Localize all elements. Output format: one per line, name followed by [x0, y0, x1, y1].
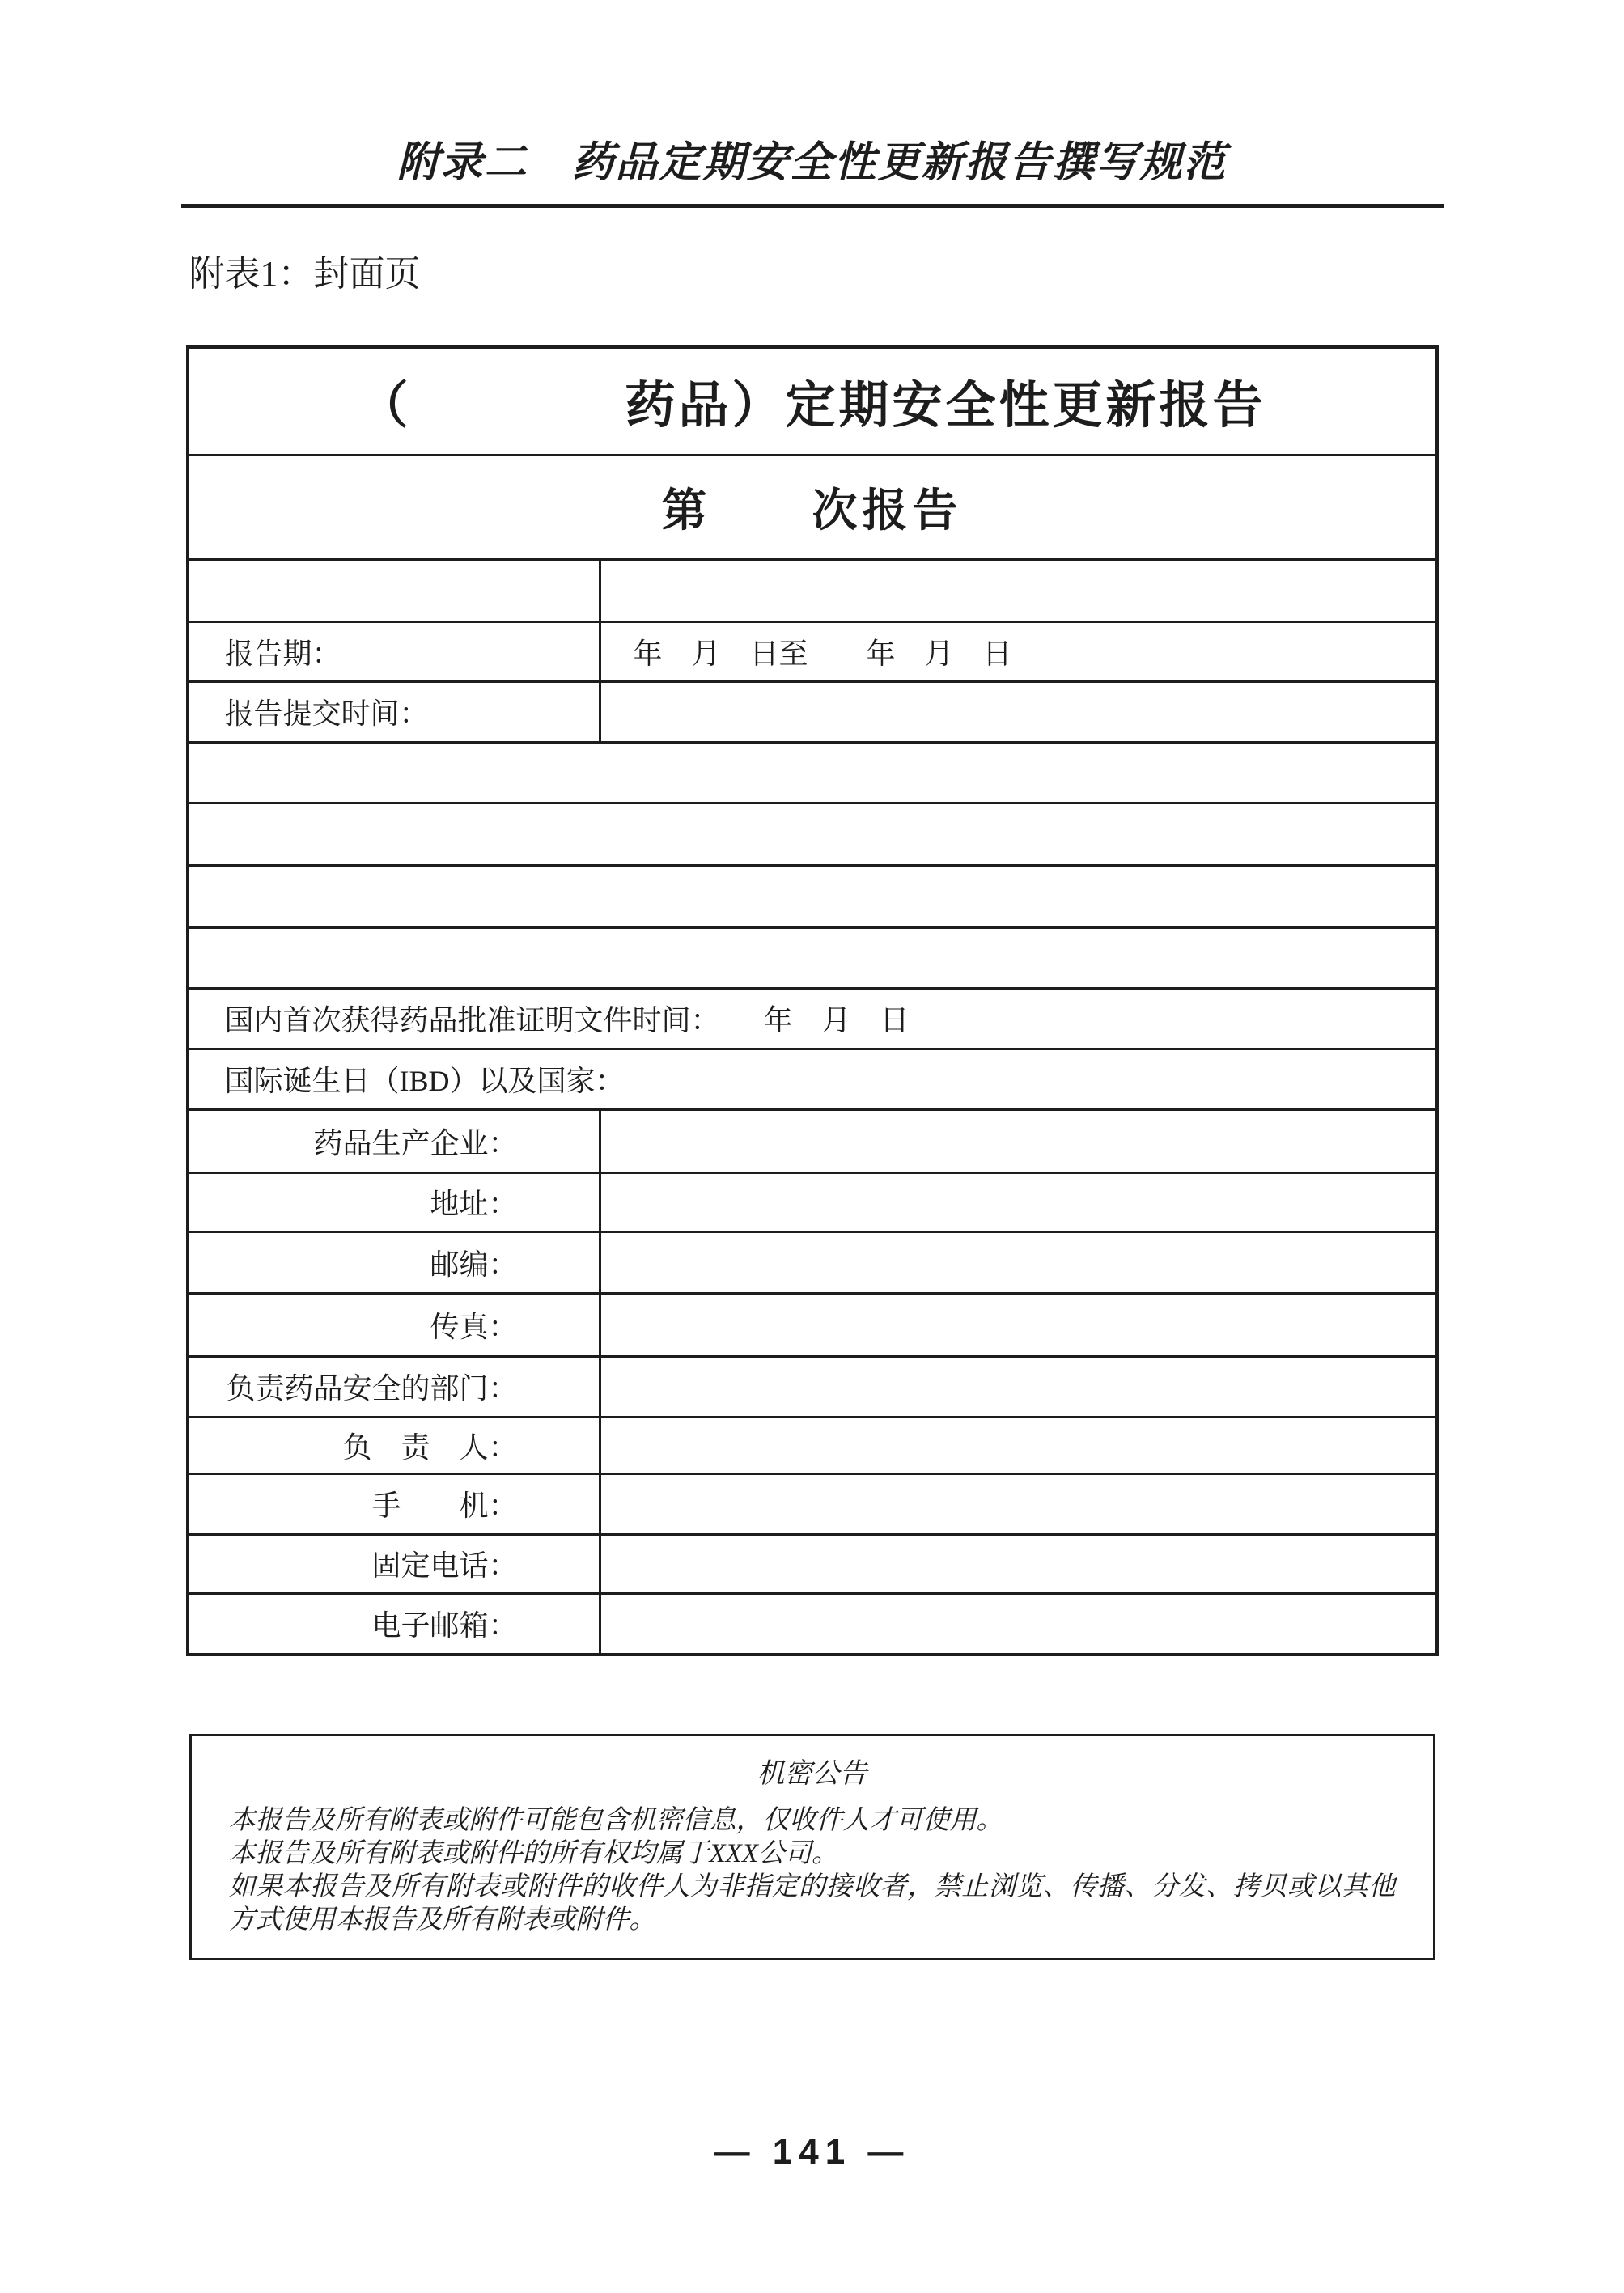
table-row-empty — [189, 741, 1435, 802]
page-header — [0, 136, 1624, 208]
row-label-cell — [189, 1475, 601, 1533]
confidentiality-paragraph: 本报告及所有附表或附件的所有权均属于XXX公司。 — [228, 1839, 838, 1869]
confidentiality-paragraph: 如果本报告及所有附表或附件的收件人为非指定的接收者，禁止浏览、传播、分发、拷贝或以其他方式使用本报告及所有附表或附件。 — [228, 1872, 1396, 1935]
table-row-empty — [189, 864, 1435, 926]
row-value-cell — [601, 1174, 1435, 1231]
cover-page-form-table — [186, 345, 1439, 1656]
attachment-label: 附表1：封面页 — [189, 253, 421, 294]
report-number-row — [189, 454, 1435, 558]
report-number-label: 第 次报告 — [661, 485, 963, 536]
row-label-cell — [189, 683, 601, 741]
table-row-responsible-person — [189, 1416, 1435, 1473]
row-label-cell — [189, 561, 601, 621]
row-label-cell — [189, 1174, 601, 1231]
row-label-cell — [189, 1050, 1435, 1108]
row-label: 手 机： — [371, 1490, 518, 1523]
row-label: 传真： — [430, 1310, 518, 1343]
row-label-cell — [189, 623, 601, 680]
row-value-cell — [601, 683, 1435, 741]
table-row — [189, 558, 1435, 621]
table-row-mobile — [189, 1473, 1435, 1533]
row-value-cell — [601, 561, 1435, 621]
row-label-cell — [189, 1111, 601, 1172]
row-label: 负 责 人： — [342, 1430, 518, 1464]
table-row-report-period — [189, 621, 1435, 680]
row-value: 年 月 日至 年 月 日 — [633, 637, 1012, 670]
page-number: — 141 — — [714, 2131, 910, 2172]
row-label-cell — [189, 867, 1435, 926]
row-label-cell — [189, 1233, 601, 1292]
row-label-cell — [189, 1358, 601, 1416]
confidentiality-title: 机密公告 — [757, 1758, 867, 1789]
row-label: 报告提交时间： — [224, 697, 429, 731]
row-value-cell — [601, 1536, 1435, 1592]
row-label-cell — [189, 1418, 601, 1473]
confidentiality-paragraph: 本报告及所有附表或附件可能包含机密信息，仅收件人才可使用。 — [228, 1806, 1003, 1836]
confidentiality-box — [189, 1734, 1435, 1960]
page-header-title: 附录二 药品定期安全性更新报告撰写规范 — [396, 139, 1228, 186]
row-label-cell — [189, 990, 1435, 1048]
table-row-manufacturer — [189, 1108, 1435, 1172]
row-label: 药品生产企业： — [313, 1126, 518, 1159]
table-row-landline — [189, 1533, 1435, 1592]
row-label: 负责药品安全的部门： — [226, 1372, 518, 1405]
table-row-submit-time — [189, 680, 1435, 741]
row-value-cell — [601, 1475, 1435, 1533]
row-label: 国际诞生日（IBD）以及国家： — [224, 1065, 625, 1098]
table-row-safety-department — [189, 1355, 1435, 1416]
table-row-postcode — [189, 1231, 1435, 1292]
table-row-email — [189, 1592, 1435, 1653]
header-rule — [181, 204, 1444, 208]
row-value-cell — [601, 1111, 1435, 1172]
row-label: 邮编： — [430, 1248, 518, 1281]
form-title: （ 药品）定期安全性更新报告 — [358, 379, 1266, 434]
table-row-international-birth-date — [189, 1048, 1435, 1108]
row-label: 国内首次获得药品批准证明文件时间： 年 月 日 — [224, 1004, 910, 1037]
row-label-cell — [189, 929, 1435, 987]
row-value-cell — [601, 1418, 1435, 1473]
row-label-cell — [189, 1295, 601, 1355]
row-value-cell — [601, 1358, 1435, 1416]
form-title-row — [189, 349, 1435, 454]
row-label: 报告期： — [224, 637, 341, 670]
table-row-empty — [189, 802, 1435, 864]
row-label-cell — [189, 744, 1435, 802]
row-label: 电子邮箱： — [371, 1609, 518, 1642]
row-label-cell — [189, 1595, 601, 1653]
row-value-cell — [601, 1233, 1435, 1292]
row-value-cell — [601, 1295, 1435, 1355]
row-label-cell — [189, 1536, 601, 1592]
row-label-cell — [189, 804, 1435, 864]
table-row-first-approval-date — [189, 987, 1435, 1048]
row-value-cell — [601, 623, 1435, 680]
row-value-cell — [601, 1595, 1435, 1653]
row-label: 固定电话： — [371, 1549, 518, 1583]
table-row-fax — [189, 1292, 1435, 1355]
row-label: 地址： — [430, 1188, 518, 1221]
table-row-address — [189, 1172, 1435, 1231]
table-row-empty — [189, 926, 1435, 987]
